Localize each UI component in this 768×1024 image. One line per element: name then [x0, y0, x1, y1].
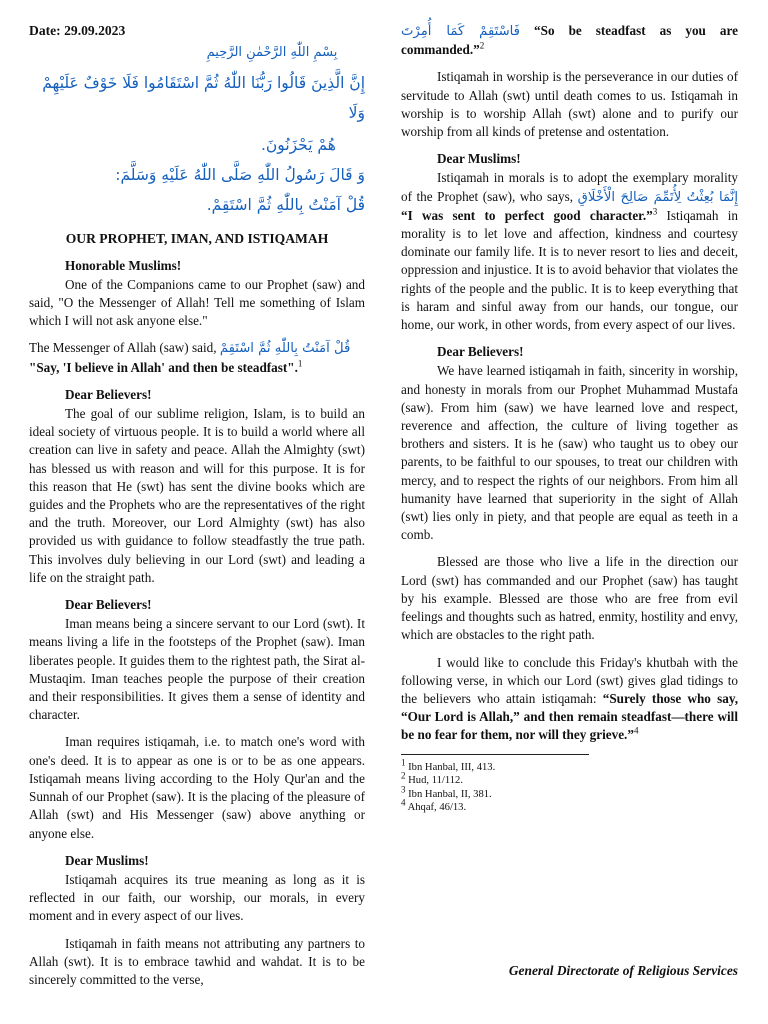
section-heading: Dear Believers!	[65, 386, 152, 402]
paragraph-hadith	[29, 339, 365, 376]
footnote-number: 3	[401, 784, 406, 795]
hadith-arabic-inline: إِنَّمَا بُعِثْتُ لِأُتَمِّمَ صَالِحَ الْأَخْلَاقِ	[577, 189, 738, 205]
paragraph: Iman means being a sincere servant to our Lord (swt). It means living a life in the footsteps of the Prophet (saw). Iman liberates people. It guides them to the rightest path, the Sirat al-Mustaqim. Iman teaches people the purpose of their creation and their responsibilities. It gives them a sense of identity and character.	[29, 616, 365, 723]
paragraph: Istiqamah in faith means not attributing any partners to Allah (swt). It is to embrace tawhid and wahdat. It is to be sincerely committed to the verse,	[29, 935, 365, 987]
footnotes	[401, 756, 738, 815]
sermon-title: OUR PROPHET, IMAN, AND ISTIQAMAH	[65, 231, 329, 247]
section-heading: Dear Believers!	[65, 597, 152, 613]
footnote-number: 2	[401, 770, 406, 781]
hadith-arabic: قُلْ آمَنْتُ بِاللّٰهِ ثُمَّ اسْتَقِمْ.	[206, 196, 365, 215]
paragraph: We have learned istiqamah in faith, sincerity in worship, and honesty in morals from our Prophet Muhammad Mustafa (saw). From him (saw) we have learned love and respect, reverence and affection, the culture of living together as brothers and sisters. It is he (saw) who taught us to obey our parents, to be faithful to our spouses, to treat our children with mercy, and to respect the rights of our neighbors. From him all humanity have learned that superiority in the sight of Allah (swt) lies only in piety, and that people are equal as teeth in a comb.	[401, 363, 738, 543]
paragraph-body: Istiqamah in morality is to let love and affection, kindness and courtesy dominate our family life. It is to never resort to lies and deceit, oppression and injustice. It is to avoid behavior that violates the rights of the people and the public. It is to keep everything that is haram and sinful away from our hands, our tongue, our home, our work, in other words, from every aspect of our lives.	[401, 207, 739, 333]
section-heading: Honorable Muslims!	[65, 257, 182, 273]
footnote-ref: 1	[297, 358, 303, 369]
paragraph-lead: The Messenger of Allah (saw) said,	[29, 340, 217, 356]
issuer-footer: General Directorate of Religious Services	[508, 963, 738, 978]
footnote-ref: 4	[633, 725, 639, 736]
footnote-number: 1	[401, 756, 406, 767]
footnote	[401, 756, 738, 775]
footnote-number: 4	[401, 797, 406, 808]
footnote-text: Ahqaf, 46/13.	[407, 802, 467, 814]
verse-translation: “So be steadfast as you are commanded.”	[401, 23, 738, 58]
footnote-divider	[401, 754, 589, 755]
paragraph: Istiqamah in worship is the perseverance in our duties of servitude to Allah (swt) until death comes to us. Istiqamah in worship is to worship Allah (swt) alone and to purify our worship from all kinds of pretense and ostentation.	[401, 69, 738, 140]
paragraph: Iman requires istiqamah, i.e. to match one's word with one's deed. It is to appear as one is or to be as one appears. Istiqamah means living according to the Holy Qur'an and the Sunnah of our Prophet (saw). It is the placing of the pleasure of Allah (swt) and His Messenger (saw) above anything or anyone else.	[29, 734, 365, 841]
section-heading: Dear Muslims!	[437, 151, 521, 167]
section-heading: Dear Muslims!	[65, 852, 149, 868]
footnote	[401, 770, 738, 788]
footnote	[401, 797, 738, 815]
hadith-intro-arabic: وَ قَالَ رَسُولُ اللّٰهِ صَلَّى اللّٰهُ عَلَيْهِ وَسَلَّمَ:	[115, 166, 365, 185]
paragraph-verse	[401, 22, 738, 59]
hadith-translation: “I was sent to perfect good character.”	[401, 207, 653, 223]
footnote-text: Ibn Hanbal, II, 381.	[408, 788, 492, 800]
footnote-ref: 2	[479, 40, 485, 51]
paragraph-closing	[401, 654, 738, 745]
footnote-text: Hud, 11/112.	[408, 775, 463, 787]
paragraph: Blessed are those who live a life in the direction our Lord (swt) has commanded and our Prophet (saw) has taught by his example. Blessed are those who are free from evil feelings and thoughts such as hatred, enmity, hostility and envy, which are obstacles to the right path.	[401, 554, 738, 643]
paragraph-lead: Istiqamah in morals is to adopt the exemplary morality of the Prophet (saw), who says,	[401, 170, 738, 204]
basmala-calligraphy: بِسْمِ اللّٰهِ الرَّحْمٰنِ الرَّحِيمِ	[206, 45, 338, 61]
ayah-arabic-line-1: إِنَّ الَّذِينَ قَالُوا رَبُّنَا اللّٰهُ ثُمَّ اسْتَقَامُوا فَلَا خَوْفٌ عَلَيْهِمْ وَلَا	[42, 74, 365, 123]
paragraph: One of the Companions came to our Prophet (saw) and said, "O the Messenger of Allah! Tell me something of Islam which I will not ask anyone else."	[29, 276, 365, 329]
section-heading: Dear Believers!	[437, 344, 524, 360]
paragraph-morals	[401, 169, 738, 334]
hadith-arabic-inline: قُلْ آمَنْتُ بِاللّٰهِ ثُمَّ اسْتَقِمْ	[219, 341, 351, 357]
left-column	[29, 22, 365, 998]
paragraph: Istiqamah acquires its true meaning as long as it is reflected in our faith, our worship, our morals, in every moment and in every aspect of our lives.	[29, 871, 365, 924]
closing-verse-translation: “Surely those who say, “Our Lord is Allah,” and then remain steadfast—there will be no fear for them, nor will they grieve.”	[401, 690, 739, 743]
footnote-text: Ibn Hanbal, III, 413.	[408, 761, 496, 773]
paragraph: The goal of our sublime religion, Islam, is to build an ideal society of virtuous people. It is to build a world where all creation can live in safety and peace. Allah the Almighty (swt) has blessed us with reason and will for this purpose. It is for this reason that He (swt) has sent the divine books which are guides and the Prophets who are the representatives of the right and the truth. Moreover, our Lord Almighty (swt) has also provided us with guidance to follow steadfastly the true path. This involves duly believing in our Lord (swt) and leading a life on the straight path.	[29, 406, 365, 585]
sermon-date: Date: 29.09.2023	[29, 23, 126, 38]
footnote-ref: 3	[652, 206, 658, 217]
hadith-translation: "Say, 'I believe in Allah' and then be steadfast".	[29, 359, 298, 375]
footnote	[401, 784, 738, 802]
paragraph-lead: I would like to conclude this Friday's khutbah with the following verse, in which our Lord (swt) gives glad tidings to the believers who attain istiqamah:	[401, 654, 738, 706]
ayah-arabic-line-2: هُمْ يَحْزَنُونَ.	[261, 136, 336, 155]
right-column	[401, 22, 738, 815]
verse-arabic-inline: فَاسْتَقِمْ كَمَا أُمِرْتَ	[401, 24, 520, 39]
